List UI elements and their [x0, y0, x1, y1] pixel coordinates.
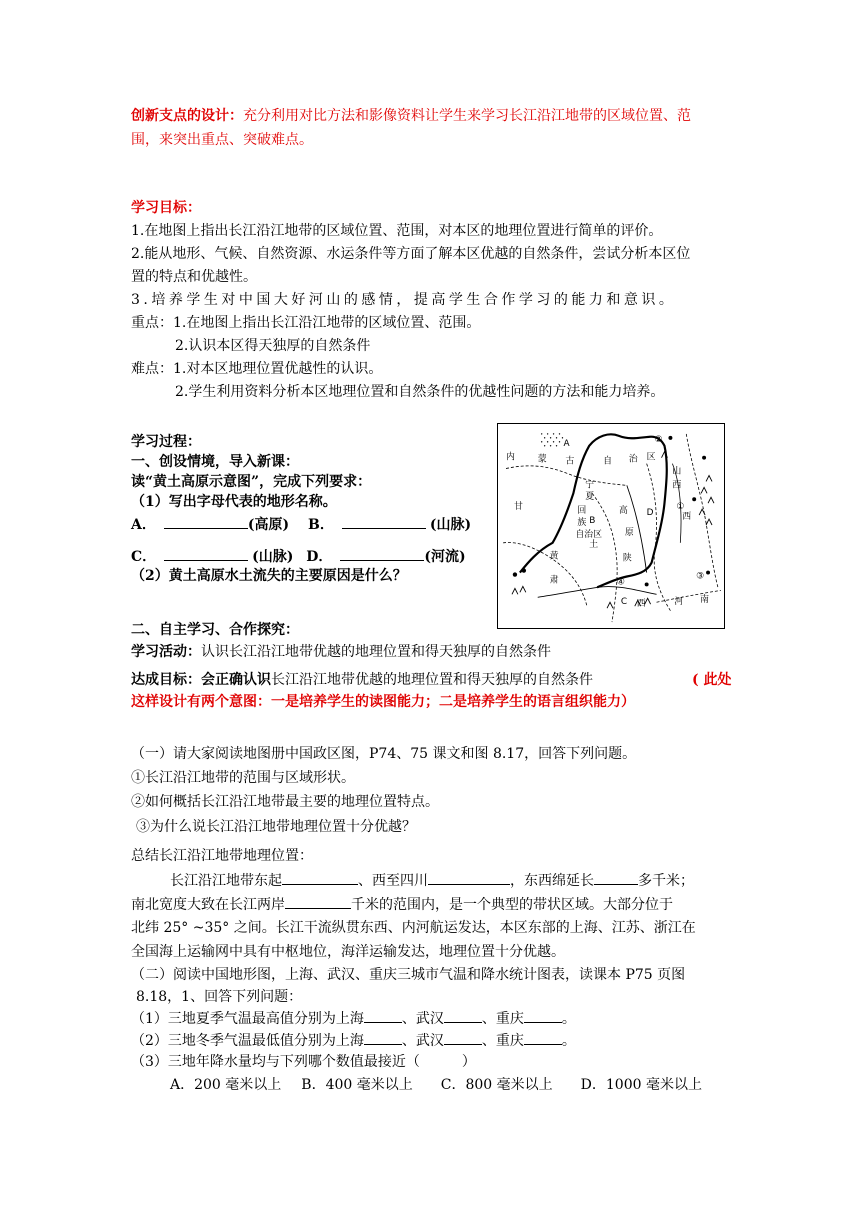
question-2: （2）黄土高原水土流失的主要原因是什么？ — [131, 568, 407, 584]
blank-q2-shanghai[interactable] — [364, 1030, 402, 1045]
boundary-3 — [647, 464, 672, 613]
section1-intro: （一）请大家阅读地图册中国政区图，P74、75 课文和图 8.17，回答下列问题。 — [131, 746, 637, 762]
section2-question-3 — [131, 1052, 476, 1072]
section2-intro-1: （二）阅读中国地形图，上海、武汉、重庆三城市气温和降水统计图表，读课本 P75 页图 — [131, 967, 686, 983]
part2-heading: 二、自主学习、合作探究： — [131, 622, 299, 638]
map-label-qu: 区 — [646, 452, 656, 463]
section2-intro-2: 8.18，1、回答下列问题： — [136, 989, 303, 1005]
boundary-2 — [592, 493, 617, 622]
map-label-he: 河 — [674, 597, 684, 608]
option-b[interactable]: B．400 毫米以上 — [301, 1077, 413, 1093]
blank-d[interactable] — [340, 546, 424, 561]
map-label-n1: ① — [676, 502, 685, 513]
answer-row-cd — [131, 546, 466, 567]
map-graphic — [498, 424, 724, 628]
map-label-ning: 宁 — [585, 480, 595, 491]
option-d[interactable]: D．1000 毫米以上 — [580, 1077, 702, 1093]
map-label-c: C — [620, 597, 628, 608]
key-item-2: 2.认识本区得天独厚的自然条件 — [175, 338, 371, 354]
target-line — [131, 670, 593, 690]
summary-text-1d: 多千米； — [638, 873, 694, 889]
summary-para-line-4: 全国海上运输网中具有中枢地位，海洋运输发达，地理位置十分优越。 — [131, 944, 565, 960]
intro-text-1: 充分利用对比方法和影像资料让学生来学习长江沿江地带的区域位置、范 — [243, 108, 691, 124]
map-label-nan: 南 — [700, 595, 710, 606]
key-points-1 — [131, 313, 480, 333]
goal-2b: 置的特点和优越性。 — [131, 269, 257, 285]
label-c: C． — [131, 549, 157, 565]
section1-item-1: ①长江沿江地带的范围与区域形状。 — [131, 770, 355, 786]
q2-text-a: （2）三地冬季气温最低值分别为上海 — [131, 1033, 364, 1049]
map-label-b: B — [589, 516, 596, 527]
difficulty-label: 难点： — [131, 361, 173, 377]
blank-width[interactable] — [285, 894, 351, 909]
map-label-yuan: 原 — [624, 527, 634, 538]
intro-label: 创新支点的设计： — [131, 108, 243, 124]
map-label-xi3: 西 — [672, 480, 682, 491]
map-label-zi: 自 — [603, 456, 612, 467]
q1-text-c: 、重庆 — [481, 1011, 524, 1027]
boundary-1 — [506, 466, 627, 486]
q1-text-d: 。 — [561, 1011, 576, 1027]
design-note-start: ( 此处 — [692, 672, 732, 688]
map-label-gan: 甘 — [513, 502, 523, 513]
q2-text-b: 、武汉 — [401, 1033, 444, 1049]
map-label-shaan: 陕 — [622, 553, 632, 564]
blank-q2-chongqing[interactable] — [524, 1030, 562, 1045]
difficult-points-1 — [131, 359, 382, 379]
map-label-n2: ② — [654, 434, 663, 445]
desert-pattern — [541, 433, 563, 446]
summary-para-line-3: 北纬 25° ~35° 之间。长江干流纵贯东西、内河航运发达，本区东部的上海、江苏、浙江在 — [131, 920, 696, 936]
blank-c[interactable] — [164, 546, 248, 561]
type-a: (高原) — [247, 517, 290, 533]
blank-q1-shanghai[interactable] — [364, 1008, 402, 1023]
summary-para-line-2 — [131, 894, 673, 915]
mountain-icons — [512, 452, 714, 608]
map-label-gu: 古 — [565, 456, 575, 467]
difficulty-item-2: 2.学生利用资料分析本区地理位置和自然条件的优越性问题的方法和能力培养。 — [175, 384, 665, 400]
boundary-6 — [686, 434, 718, 587]
q1-text-a: （1）三地夏季气温最高值分别为上海 — [131, 1011, 364, 1027]
blank-q1-wuhan[interactable] — [444, 1008, 482, 1023]
section1-item-2: ②如何概括长江沿江地带最主要的地理位置特点。 — [131, 794, 439, 810]
map-label-su: 肃 — [549, 575, 559, 586]
section2-question-1 — [131, 1008, 576, 1029]
map-label-huang: 黄 — [549, 551, 559, 562]
map-label-nei: 内 — [506, 452, 515, 463]
map-label-zu: 族 — [577, 518, 587, 529]
summary-text-1c: ，东西绵延长 — [510, 873, 594, 889]
summary-para-line-1 — [170, 870, 694, 891]
blank-length[interactable] — [594, 870, 638, 885]
difficulty-item-1: 1.对本区地理位置优越性的认识。 — [173, 361, 383, 377]
river-2 — [538, 587, 657, 598]
label-d: D． — [306, 549, 333, 565]
map-label-tu: 土 — [589, 539, 599, 550]
boundary-5 — [657, 590, 721, 602]
intro-line-2: 围，来突出重点、突破难点。 — [131, 132, 313, 148]
summary-text-1a: 长江沿江地带东起 — [170, 873, 282, 889]
map-label-hui: 回 — [577, 506, 587, 517]
label-b: B． — [308, 517, 334, 533]
blank-a[interactable] — [164, 514, 248, 529]
map-label-shan3: 山 — [672, 466, 682, 477]
question-1: （1）写出字母代表的地形名称。 — [131, 494, 337, 510]
q2-text-d: 。 — [561, 1033, 576, 1049]
activity-text: 认识长江沿江地带优越的地理位置和得天独厚的自然条件 — [201, 644, 551, 660]
learning-activity — [131, 642, 551, 662]
key-item-1: 1.在地图上指出长江沿江地带的区域位置、范围。 — [173, 315, 481, 331]
map-label-n4: ④ — [616, 577, 625, 588]
option-c[interactable]: C．800 毫米以上 — [440, 1077, 553, 1093]
section2-question-2 — [131, 1030, 576, 1051]
option-a[interactable]: A．200 毫米以上 — [170, 1077, 282, 1093]
type-d: (河流) — [424, 549, 466, 565]
read-instruction: 读“黄土高原示意图”，完成下列要求： — [131, 474, 372, 490]
q3-text-a: （3）三地年降水量均与下列哪个数值最接近（ — [131, 1054, 420, 1070]
blank-b[interactable] — [342, 514, 426, 529]
intro-line-1 — [131, 106, 691, 126]
target-label: 达成目标：会正确认识 — [131, 672, 271, 688]
goal-2a: 2.能从地形、气候、自然资源、水运条件等方面了解本区优越的自然条件，尝试分析本区位 — [131, 246, 691, 262]
goal-1: 1.在地图上指出长江沿江地带的区域位置、范围，对本区的地理位置进行简单的评价。 — [131, 223, 663, 239]
summary-text-2a: 南北宽度大致在长江两岸 — [131, 897, 285, 913]
map-label-n3: ③ — [696, 571, 705, 582]
blank-east-start[interactable] — [282, 870, 358, 885]
q3-text-b: ） — [461, 1054, 476, 1070]
goals-heading: 学习目标： — [131, 200, 201, 216]
design-note: 这样设计有两个意图：一是培养学生的读图能力；二是培养学生的语言组织能力） — [131, 694, 635, 710]
answer-row-ab — [131, 514, 471, 535]
position-summary-title: 总结长江沿江地带地理位置： — [131, 848, 313, 864]
map-label-gao: 高 — [618, 506, 628, 517]
type-c: (山脉) — [252, 549, 294, 565]
map-label-xia: 夏 — [585, 492, 595, 503]
q1-text-b: 、武汉 — [401, 1011, 444, 1027]
target-text: 长江沿江地带优越的地理位置和得天独厚的自然条件 — [271, 672, 593, 688]
map-label-zizhiqu: 自治区 — [575, 529, 603, 540]
blank-q1-chongqing[interactable] — [524, 1008, 562, 1023]
process-heading: 学习过程： — [131, 434, 201, 450]
part1-heading: 一、创设情境，导入新课： — [131, 454, 299, 470]
section1-item-3: ③为什么说长江沿江地带地理位置十分优越？ — [136, 819, 416, 835]
loess-plateau-map — [497, 423, 725, 629]
label-a: A． — [131, 517, 156, 533]
blank-west-end[interactable] — [428, 870, 510, 885]
blank-q2-wuhan[interactable] — [444, 1030, 482, 1045]
map-label-xi3b: 西 — [682, 512, 692, 523]
type-b: (山脉) — [429, 517, 472, 533]
section2-options — [170, 1075, 702, 1095]
summary-text-2b: 千米的范围内，是一个典型的带状区域。大部分位于 — [351, 897, 673, 913]
summary-text-1b: 、西至四川 — [358, 873, 428, 889]
goal-3: 3.培养学生对中国大好河山的感情，提高学生合作学习的能力和意识。 — [131, 292, 677, 308]
activity-label: 学习活动： — [131, 644, 201, 660]
map-label-meng: 蒙 — [537, 454, 547, 465]
map-label-a: A — [563, 438, 570, 449]
map-label-zhi: 治 — [628, 454, 638, 465]
map-label-xi-south: 西 — [636, 599, 646, 610]
map-label-d: D — [646, 508, 654, 519]
key-label: 重点： — [131, 315, 173, 331]
q2-text-c: 、重庆 — [481, 1033, 524, 1049]
